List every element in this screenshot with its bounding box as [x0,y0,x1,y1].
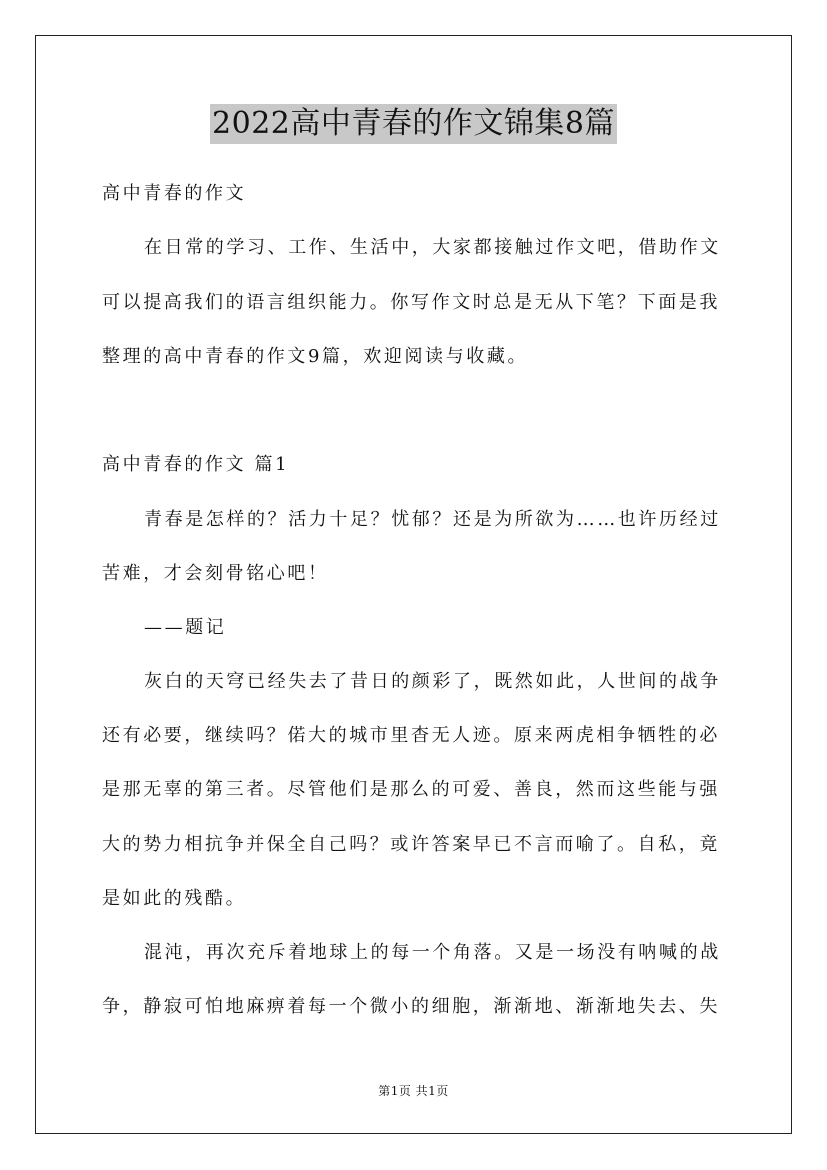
epigraph-attribution: ——题记 [144,617,227,638]
paragraph-line: 大的势力相抗争并保全自己吗？或许答案早已不言而喻了。自私，竟 [102,834,720,855]
document-title: 2022高中青春的作文锦集8篇 [210,104,617,144]
paragraph-line: 整理的高中青春的作文9篇，欢迎阅读与收藏。 [102,346,529,367]
page-number: 第1页 共1页 [378,1084,449,1098]
paragraph-line: 还有必要，继续吗？偌大的城市里杳无人迹。原来两虎相争牺牲的必 [102,725,720,746]
paragraph-line: 苦难，才会刻骨铭心吧！ [102,563,329,584]
section-heading: 高中青春的作文 篇1 [102,454,290,475]
paragraph-line: 青春是怎样的？活力十足？忧郁？还是为所欲为……也许历经过 [144,509,721,530]
paragraph-line: 是那无辜的第三者。尽管他们是那么的可爱、善良，然而这些能与强 [102,779,720,800]
paragraph-line: 是如此的残酷。 [102,888,247,909]
paragraph-line: 在日常的学习、工作、生活中，大家都接触过作文吧，借助作文 [144,237,721,258]
paragraph-line: 争，静寂可怕地麻痹着每一个微小的细胞，渐渐地、渐渐地失去、失 [102,996,720,1017]
paragraph-line: 混沌，再次充斥着地球上的每一个角落。又是一场没有呐喊的战 [144,942,721,963]
paragraph-line: 灰白的天穹已经失去了昔日的颜彩了，既然如此，人世间的战争 [144,671,721,692]
title-container [0,104,827,144]
paragraph-line: 可以提高我们的语言组织能力。你写作文时总是无从下笔？下面是我 [102,292,720,313]
section-heading: 高中青春的作文 [102,183,247,204]
